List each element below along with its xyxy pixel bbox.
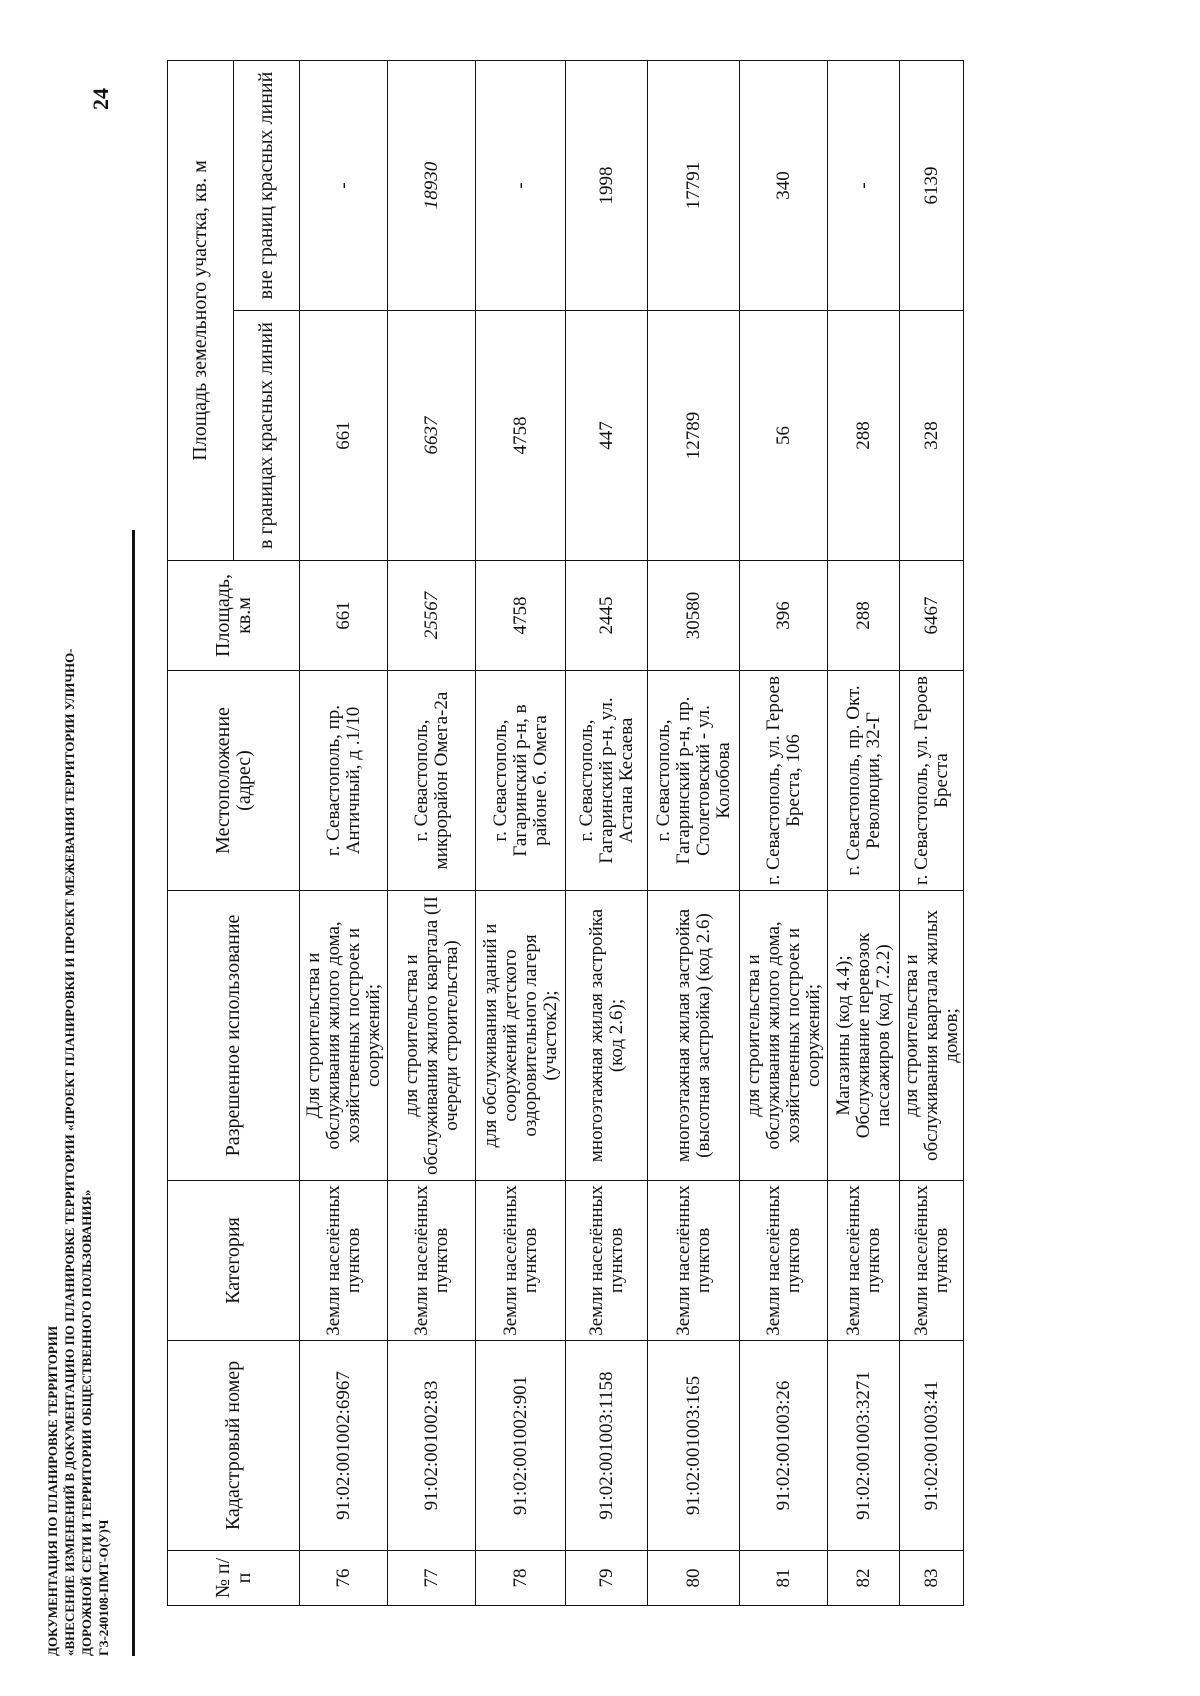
cell-num: 82 <box>828 1551 900 1606</box>
cell-usage: Магазины (код 4.4); Обслуживание перевозок пассажиров (код 7.2.2) <box>828 891 900 1181</box>
cell-location: г. Севастополь, ул. Героев Бреста <box>900 671 964 891</box>
table-row <box>566 60 648 1605</box>
cell-area: 396 <box>740 561 828 671</box>
header-area-group: Площадь земельного участка, кв. м <box>168 60 234 560</box>
cell-usage: для обслуживания зданий и сооружений детского оздоровительного лагеря (участок2); <box>476 891 566 1181</box>
cell-inside: 328 <box>900 311 964 561</box>
cell-outside: - <box>300 60 388 310</box>
cell-area: 4758 <box>476 561 566 671</box>
cell-outside: 1998 <box>566 60 648 310</box>
cell-location: г. Севастополь, Гагаринский р-н, ул. Астана Кесаева <box>566 671 648 891</box>
cell-cadastral: 91:02:001002:901 <box>476 1341 566 1551</box>
header-usage: Разрешенное использование <box>168 891 300 1181</box>
header-category: Категория <box>168 1181 300 1341</box>
cell-usage: для строительства и обслуживания жилого дома, хозяйственных построек и сооружений; <box>740 891 828 1181</box>
cell-category: Земли населённых пунктов <box>476 1181 566 1341</box>
cell-location: г. Севастополь, ул. Героев Бреста, 106 <box>740 671 828 891</box>
cell-num: 80 <box>648 1551 740 1606</box>
cell-inside: 12789 <box>648 311 740 561</box>
page-number: 24 <box>88 88 113 110</box>
cell-area: 30580 <box>648 561 740 671</box>
header-num: № п/п <box>168 1551 300 1606</box>
header-inside-red-lines: в границах красных линий <box>234 311 300 561</box>
cell-category: Земли населённых пунктов <box>388 1181 476 1341</box>
header-line-3: ДОРОЖНОЙ СЕТИ И ТЕРРИТОРИИ ОБЩЕСТВЕННОГО ПОЛЬЗОВАНИЯ» <box>79 1189 94 1656</box>
cell-cadastral: 91:02:001003:1158 <box>566 1341 648 1551</box>
cell-category: Земли населённых пунктов <box>740 1181 828 1341</box>
cell-outside: - <box>828 60 900 310</box>
cell-num: 81 <box>740 1551 828 1606</box>
table-row <box>476 60 566 1605</box>
cell-cadastral: 91:02:001002:6967 <box>300 1341 388 1551</box>
cell-location: г. Севастополь, Гагаринский р-н, пр. Столетовский - ул. Колобова <box>648 671 740 891</box>
cell-category: Земли населённых пунктов <box>566 1181 648 1341</box>
cell-cadastral: 91:02:001003:41 <box>900 1341 964 1551</box>
cell-location: г. Севастополь, микрорайон Омега-2а <box>388 671 476 891</box>
cell-usage: Для строительства и обслуживания жилого дома, хозяйственных построек и сооружений; <box>300 891 388 1181</box>
document-header <box>44 556 112 1656</box>
cell-cadastral: 91:02:001003:26 <box>740 1341 828 1551</box>
header-divider <box>132 530 135 1656</box>
cell-category: Земли населённых пунктов <box>828 1181 900 1341</box>
cell-cadastral: 91:02:001003:3271 <box>828 1341 900 1551</box>
cell-num: 76 <box>300 1551 388 1606</box>
header-area: Площадь, кв.м <box>168 561 300 671</box>
table-row <box>648 60 740 1605</box>
cell-location: г. Севастополь, пр. Окт. Революции, 32-Г <box>828 671 900 891</box>
table-row <box>388 60 476 1605</box>
cell-location: г. Севастополь, Гагаринский р-н, в районе б. Омега <box>476 671 566 891</box>
header-line-1: ДОКУМЕНТАЦИЯ ПО ПЛАНИРОВКЕ ТЕРРИТОРИИ <box>45 1325 60 1656</box>
cell-category: Земли населённых пунктов <box>300 1181 388 1341</box>
cell-cadastral: 91:02:001003:165 <box>648 1341 740 1551</box>
table-row <box>900 60 964 1605</box>
cell-outside: 340 <box>740 60 828 310</box>
cell-usage: многоэтажная жилая застройка (код 2.6); <box>566 891 648 1181</box>
cell-cadastral: 91:02:001002:83 <box>388 1341 476 1551</box>
cell-area: 6467 <box>900 561 964 671</box>
cell-usage: многоэтажная жилая застройка (высотная застройка) (код 2.6) <box>648 891 740 1181</box>
cell-area: 288 <box>828 561 900 671</box>
cell-category: Земли населённых пунктов <box>648 1181 740 1341</box>
cell-inside: 56 <box>740 311 828 561</box>
cell-inside: 447 <box>566 311 648 561</box>
cell-area: 661 <box>300 561 388 671</box>
cell-inside: 6637 <box>388 311 476 561</box>
cell-outside: 18930 <box>388 60 476 310</box>
cell-category: Земли населённых пунктов <box>900 1181 964 1341</box>
cell-inside: 4758 <box>476 311 566 561</box>
cell-outside: - <box>476 60 566 310</box>
cell-location: г. Севастополь, пр. Античный, д .1/10 <box>300 671 388 891</box>
header-line-4: ГЗ-240108-ПМТ-О(У)Ч <box>96 1519 111 1656</box>
header-line-2: «ВНЕСЕНИЕ ИЗМЕНЕНИЙ В ДОКУМЕНТАЦИЮ ПО ПЛАНИРОВКЕ ТЕРРИТОРИИ «ПРОЕКТ ПЛАНИРОВКИ И ПРОЕКТ МЕЖЕВАНИЯ ТЕРРИТОРИИ УЛИЧНО- <box>62 648 77 1656</box>
header-location: Местоположение (адрес) <box>168 671 300 891</box>
table-row <box>828 60 900 1605</box>
cell-num: 83 <box>900 1551 964 1606</box>
header-outside-red-lines: вне границ красных линий <box>234 60 300 310</box>
land-plots-table <box>167 60 964 1606</box>
cell-usage: для строительства и обслуживания квартала жилых домов; <box>900 891 964 1181</box>
cell-num: 78 <box>476 1551 566 1606</box>
cell-outside: 6139 <box>900 60 964 310</box>
table-row <box>740 60 828 1605</box>
cell-inside: 288 <box>828 311 900 561</box>
cell-inside: 661 <box>300 311 388 561</box>
table-row <box>300 60 388 1605</box>
cell-num: 77 <box>388 1551 476 1606</box>
cell-area: 25567 <box>388 561 476 671</box>
cell-num: 79 <box>566 1551 648 1606</box>
cell-usage: для строительства и обслуживания жилого квартала (II очереди строительства) <box>388 891 476 1181</box>
header-cadastral: Кадастровый номер <box>168 1341 300 1551</box>
cell-area: 2445 <box>566 561 648 671</box>
cell-outside: 17791 <box>648 60 740 310</box>
